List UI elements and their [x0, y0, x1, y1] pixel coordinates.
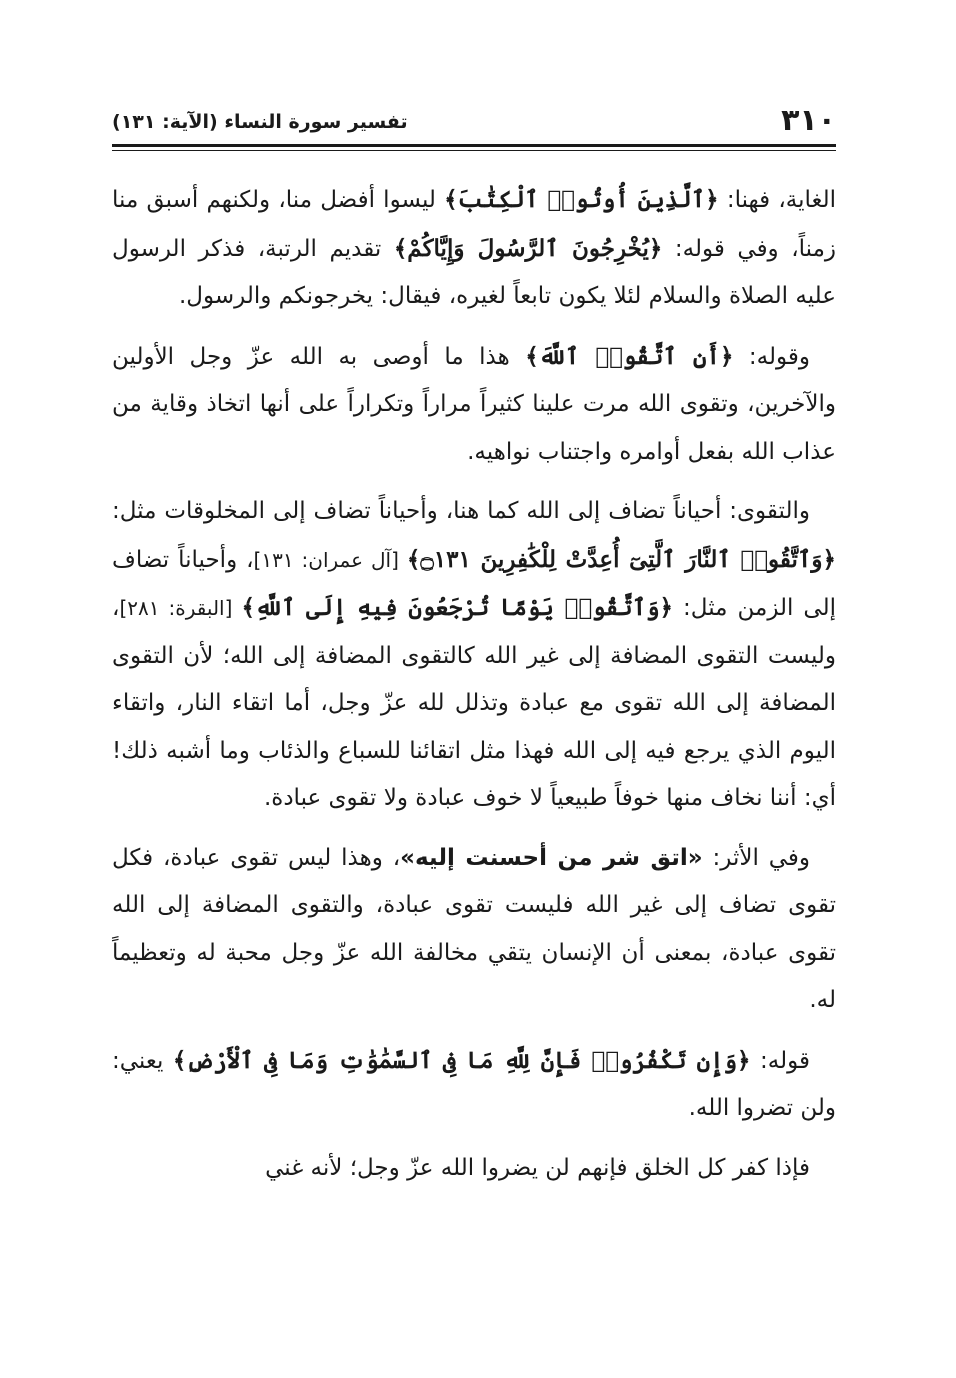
text-segment: وقوله: [733, 343, 810, 370]
text-segment: ليسوا أفضل منا، ولكنهم أسبق منا زمناً، وفي قوله: [112, 187, 836, 262]
paragraph [112, 1037, 836, 1133]
quran-verse: ﴿يُخْرِجُونَ ٱلرَّسُولَ وَإِيَّاكُمْ﴾ [393, 234, 663, 262]
text-segment: ، وأحياناً تضاف إلى الزمن مثل: [112, 546, 836, 621]
quran-verse: ﴿أَنِ ٱتَّقُوا۟ ٱللَّهَ﴾ [525, 342, 734, 370]
quran-verse: ﴿وَإِن تَكْفُرُوا۟ فَإِنَّ لِلَّهِ مَا فِى ٱلسَّمَٰوَٰتِ وَمَا فِى ٱلْأَرْضِ﴾ [172, 1046, 751, 1074]
text-segment: وفي الأثر: [702, 844, 810, 871]
paragraph [112, 1145, 836, 1193]
quran-verse: ﴿وَٱتَّقُوا۟ يَوْمًا تُرْجَعُونَ فِيهِ إِلَى ٱللَّهِ﴾ [241, 594, 674, 621]
text-segment: هذا ما أوصى به الله عزّ وجل الأولين والآخرين، وتقوى الله مرت علينا كثيراً مراراً وتكراراً على أنها اتخاذ وقاية من عذاب الله بفعل أوامره واجتناب نواهيه. [112, 343, 836, 465]
text-segment: قوله: [750, 1047, 811, 1074]
text-segment: الغاية، فهنا: [718, 187, 836, 213]
page-header [112, 104, 836, 140]
text-segment: فإذا كفر كل الخلق فإنهم لن يضروا الله عزّ وجل؛ لأنه غني [265, 1154, 810, 1181]
body-text [112, 176, 836, 1204]
text-segment: ، وليست التقوى المضافة إلى غير الله كالتقوى المضافة إلى الله؛ لأن التقوى المضافة إلى الله تقوى مع عبادة وتذلل لله عزّ وجل، أما اتقاء النار، واتقاء اليوم الذي يرجع فيه إلى الله فهذا مثل اتقائنا للسباع والذئاب وما أشبه ذلك! أي: أننا نخاف منها خوفاً طبيعياً لا خوف عبادة ولا تقوى عبادة. [112, 595, 836, 811]
header-rule-thick [112, 144, 836, 147]
paragraph [112, 176, 836, 321]
paragraph [112, 835, 836, 1025]
paragraph [112, 333, 836, 477]
quran-verse: ﴿ٱلَّذِينَ أُوتُوا۟ ٱلْكِتَٰبَ﴾ [444, 186, 719, 213]
quran-verse: ﴿وَٱتَّقُوا۟ ٱلنَّارَ ٱلَّتِىٓ أُعِدَّتْ لِلْكَٰفِرِينَ ۝١٣١﴾ [406, 545, 836, 573]
text-segment: تقديم الرتبة، فذكر الرسول عليه الصلاة والسلام لئلا يكون تابعاً لغيره، فيقال: يخرجونكم والرسول. [112, 235, 836, 309]
text-segment: ، وهذا ليس تقوى عبادة، فكل تقوى تضاف إلى غير الله فليست تقوى عبادة، والتقوى المضافة إلى الله تقوى عبادة، بمعنى أن الإنسان يتقي مخالفة الله عزّ وجل محبة له وتعظيماً له. [112, 844, 836, 1013]
quoted-saying: «اتق شر من أحسنت إليه» [400, 844, 703, 871]
header-rule-thin [112, 150, 836, 151]
verse-reference: [آل عمران: ١٣١] [253, 547, 407, 572]
text-segment: يعني: ولن تضروا الله. [112, 1047, 836, 1121]
paragraph [112, 488, 836, 823]
running-title: تفسير سورة النساء (الآية: ١٣١) [112, 111, 408, 133]
verse-reference: [البقرة: ٢٨١] [119, 596, 242, 620]
text-segment: والتقوى: أحياناً تضاف إلى الله كما هنا، وأحياناً تضاف إلى المخلوقات مثل: [112, 498, 810, 524]
page-number: ٣١٠ [781, 103, 836, 138]
